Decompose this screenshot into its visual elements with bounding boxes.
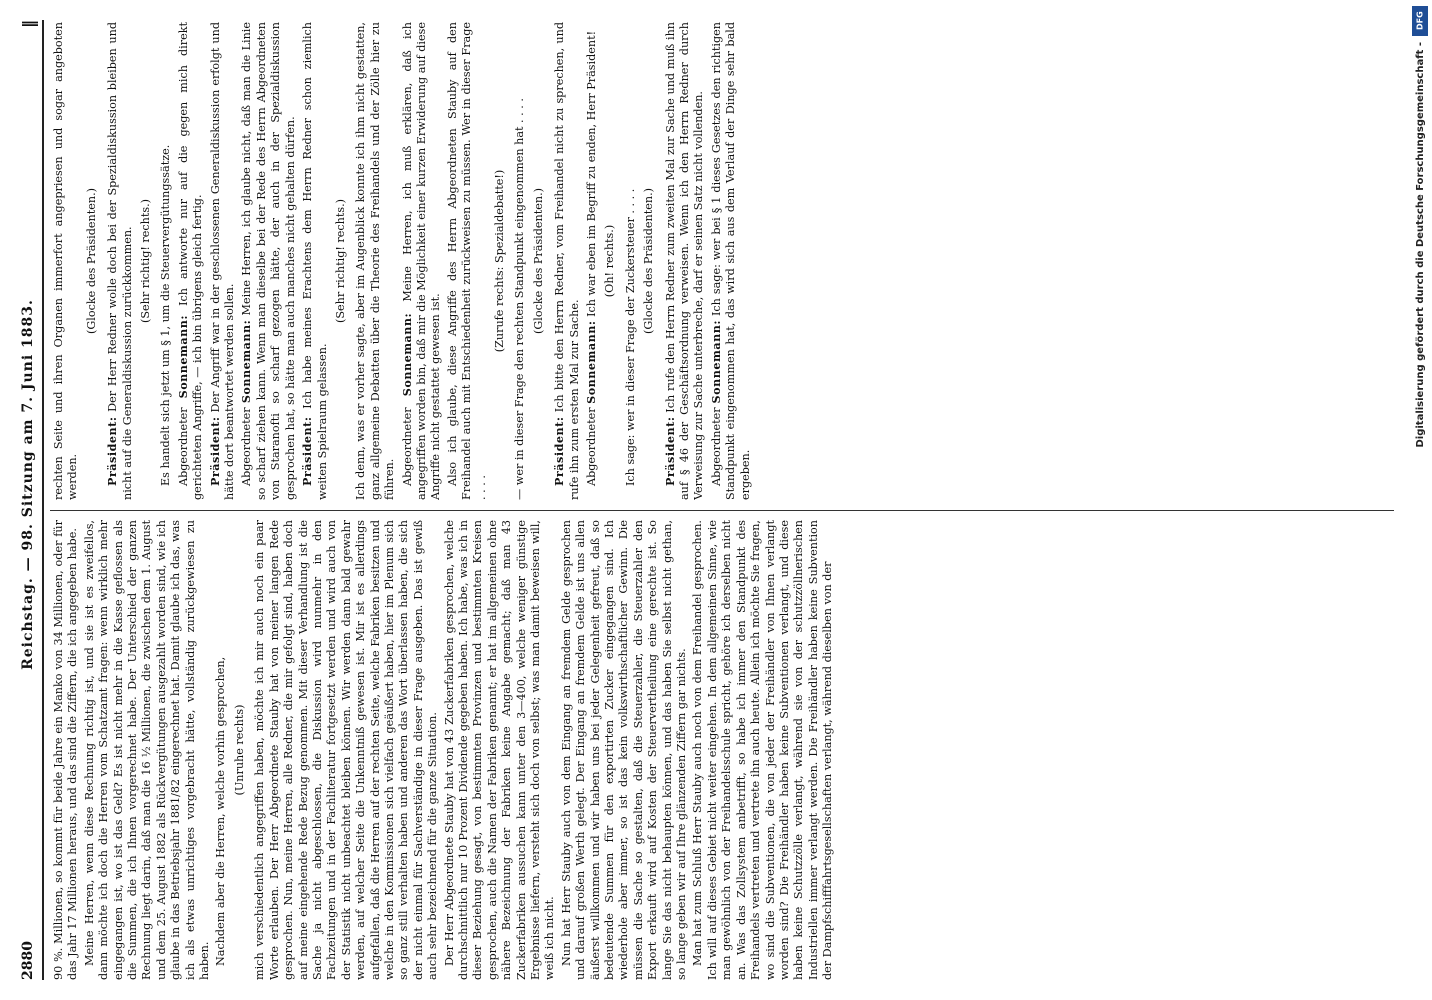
paragraph: Also ich glaube, diese Angriffe des Herrn Abgeordneten Stauby auf den Freihandel auch mit Entschiedenheit zurückweisen zu müssen. Wer in dieser Frage . . . . — [445, 22, 488, 500]
page-title: Reichstag. — 98. Sitzung am 7. Juni 1883. — [20, 299, 36, 670]
paragraph: Ich denn, was er vorher sagte, aber im Augenblick konnte ich ihm nicht gestatten, ganz allgemeine Debatten über die Theorie des Freihandels und der Zölle hier zu führen. — [354, 22, 397, 500]
speech — [300, 22, 330, 500]
speech — [176, 22, 206, 500]
page-number: 2880 — [20, 941, 36, 980]
speech — [208, 22, 238, 500]
speech — [239, 22, 298, 500]
interjection: (Glocke des Präsidenten.) — [84, 188, 98, 335]
paragraph: Nun hat Herr Stauby auch von dem Eingang an fremdem Gelde gesprochen und darauf großen Werth gelegt. Der Eingang an fremdem Gelde ist uns allen äußerst willkommen und wir haben uns bei jeder Gelegenheit gefreut, daß so bedeutende Summen für den exportirten Zucker eingegangen sind. Ich wiederhole aber immer, so ist das kein volkswirthschaftlicher Gewinn. Die müssen die Sache so gestalten, daß die Steuerzahler, die Steuerzahler den Export erkauft wird auf Kosten der Steuervertheilung eine gerechte ist. So lange Sie das nicht behaupten können, und das haben Sie selbst nicht gethan, so lange geben wir auf Ihre glänzenden Ziffern gar nichts. — [559, 520, 689, 980]
speaker-name: Sonnemann: — [399, 312, 414, 397]
speech-text: Ich sage: wer bei § 1 dieses Gesetzes den richtigen Standpunkt eingenommen hat, das wird sich aus dem Verlauf der Dinge sehr bald ergeben. — [709, 22, 752, 500]
digitization-footer — [1408, 0, 1432, 1000]
interjection: (Oh! rechts.) — [603, 224, 617, 298]
digitization-credit: Digitalisierung gefördert durch die Deutsche Forschungsgemeinschaft - — [1414, 42, 1426, 448]
speech-text: Ich habe meines Erachtens dem Herrn Redner schon ziemlich weiten Spielraum gelassen. — [301, 22, 329, 500]
speaker-name: Präsident: — [105, 416, 120, 486]
paragraph: 90 %. Millionen, so kommt für beide Jahre ein Manko von 34 Millionen, oder für das Jahr 17 Millionen heraus, und das sind die Ziffern, die ich angegeben habe. — [52, 520, 80, 980]
paragraph: Es handelt sich jetzt um § 1, um die Steuervergütungssätze. — [159, 144, 173, 486]
interjection: (Sehr richtig! rechts.) — [139, 198, 153, 324]
speaker-name: Sonnemann: — [584, 320, 598, 404]
interjection: (Glocke des Präsidenten.) — [642, 188, 656, 335]
page-header — [14, 20, 44, 980]
paragraph: Man hat zum Schluß Herr Stauby auch noch von dem Freihandel gesprochen. Ich will auf dieses Gebiet nicht weiter eingehen. In dem allgemeinen Sinne, wie man gewöhnlich von der Freihandelsschule spricht, gehöre ich derselben nicht an. Was das Zollsystem anbetrifft, so habe ich immer den Standpunkt des Freihandels vertreten und vertrete ihn auch heute. Allein ich möchte Sie fragen, wo sind die Subventionen, die von jeder der Freihändler von Ihnen verlangt worden sind? Die Freihändler haben keine Subventionen verlangt, und diese haben keine Schutzzölle verlangt, während sie von der schutzzöllnerischen Industriellen immer verlangt werden. Die Freihändler haben keine Subvention der Dampfschifffahrtsgesellschaften verlangt, während dieselben von der — [691, 520, 835, 980]
speech-text: Ich bitte den Herrn Redner, vom Freihandel nicht zu sprechen, und rufe ihn zum ersten Mal zur Sache. — [553, 22, 581, 500]
interjection: (Unruhe rechts) — [232, 704, 246, 796]
speaker-name: Präsident: — [300, 416, 315, 486]
left-column — [52, 520, 1394, 980]
speaker-prefix: Abgeordneter — [709, 407, 723, 486]
interjection: (Sehr richtig! rechts.) — [333, 198, 347, 324]
speech-text: Ich antworte nur auf die gegen mich direkt gerichteten Angriffe, — ich bin übrigens gleich fertig. — [176, 22, 205, 500]
speaker-prefix: Abgeordneter — [400, 407, 414, 486]
right-column — [52, 22, 1394, 500]
speech — [400, 22, 444, 500]
speaker-name: Sonnemann: — [708, 320, 723, 404]
speech-text: Ich rufe den Herrn Redner zum zweiten Mal zur Sache und muß ihn auf § 46 der Geschäftsordnung verweisen. Wenn ich den Herrn Redner durch Verweisung zur Sache unterbreche, darf er seinen Satz nicht vollenden. — [663, 22, 706, 500]
paragraph: rechten Seite und ihren Organen immerfort angepriesen und sogar angeboten werden. — [52, 22, 80, 500]
speaker-prefix: Abgeordneter — [176, 407, 190, 486]
interjection: (Glocke des Präsidenten.) — [531, 188, 545, 335]
speech-text: Ich war eben im Begriff zu enden, Herr Präsident! — [585, 30, 598, 317]
speaker-name: Präsident: — [207, 416, 222, 486]
speech-text: Meine Herren, ich muß erklären, daß ich angegriffen worden bin, daß mir die Möglichkeit einer kurzen Erwiderung auf diese Angriffe nicht gestattet gewesen ist. — [400, 22, 443, 500]
speaker-name: Präsident: — [552, 416, 567, 486]
speech-text: Der Herr Redner wolle doch bei der Spezialdiskussion bleiben und nicht auf die Generaldiskussion zurückkommen. — [106, 22, 134, 500]
speech — [584, 22, 599, 500]
speaker-name: Präsident: — [662, 416, 677, 486]
paragraph: Nachdem aber die Herren, welche vorhin gesprochen, — [214, 656, 228, 966]
speech — [552, 22, 582, 500]
speech — [663, 22, 707, 500]
speech — [709, 22, 753, 500]
paragraph: Der Herr Abgeordnete Stauby hat von 43 Zuckerfabriken gesprochen, welche durchschnittlich nur 10 Prozent Dividende gegeben haben. Ich habe, was ich in dieser Beziehung gesagt, von bestimmten Provinzen und bestimmten Kreisen gesprochen, auch die Namen der Fabriken genannt; er hat im allgemeinen ohne nähere Bezeichnung der Fabriken keine Angabe gemacht; daß man 43 Zuckerfabriken aussuchen kann unter den 3—400, welche weniger günstige Ergebnisse liefern, versteht sich doch von selbst; was man damit beweisen will, weiß ich nicht. — [442, 520, 557, 980]
speech-text: Der Angriff war in der geschlossenen Generaldiskussion erfolgt und hätte dort beantwortet werden sollen. — [208, 22, 237, 500]
speaker-name: Sonnemann: — [175, 314, 190, 399]
paragraph: Ich sage: wer in dieser Frage der Zuckersteuer . . . . — [623, 188, 637, 486]
paragraph: Meine Herren, wenn diese Rechnung richtig ist, und sie ist es zweifellos, dann möchte ich doch die Herren vom Schatzamt fragen: wenn wirklich mehr eingegangen ist, wo ist das Geld? Es ist nicht mehr in die Kasse geflossen als die Summen, die ich Ihnen vorgerechnet habe. Der Unterschied der ganzen Rechnung liegt darin, daß man die 16 ½ Millionen, die zwischen dem 1. August und dem 25. August 1882 als Rückvergütungen ausgezahlt worden sind, wie ich glaube in das Betriebsjahr 1881/82 eingerechnet hat. Damit glaube ich das, was ich als etwas unrichtiges vorgebracht hätte, vollständig zurückgewiesen zu haben. — [82, 520, 212, 980]
header-marks: ‖ — [18, 20, 38, 29]
speech-text: Meine Herren, ich glaube nicht, daß man die Linie so scharf ziehen kann. Wenn man dieselbe bei der Rede des Herrn Abgeordneten von Staranofti so scharf gezogen hätte, der auch in der Spezialdiskussion gesprochen hat, so hätte man auch manches nicht gehalten dürfen. — [240, 22, 297, 500]
paragraph: mich verschiedentlich angegriffen haben, möchte ich mir auch noch ein paar Worte erlauben. Der Herr Abgeordnete Stauby hat von meiner langen Rede gesprochen. Nun, meine Herren, alle Redner, die mir gefolgt sind, haben doch auf meine eingehende Rede Bezug genommen. Mit dieser Verhandlung ist die Sache ja nicht abgeschlossen, die Diskussion wird nunmehr in den Fachzeitungen und in der Fachliteratur fortgesetzt werden und wird auch von der Statistik nicht unbeachtet bleiben können. Wir werden dann bald gewahr werden, auf welcher Seite die Unkenntniß gewesen ist. Mir ist es allerdings aufgefallen, daß die Herren auf der rechten Seite, welche Fabriken besitzen und welche in den Kommissionen sich vielfach geäußert haben, hier im Plenum sich so ganz still verhalten haben und anderen das Wort überlassen haben, die sich der nicht einmal für Sachverständige in dieser Frage ausgeben. Das ist gewiß auch sehr bezeichnend für die ganze Situation. — [253, 520, 440, 980]
column-divider — [50, 510, 1394, 511]
speaker-name: Sonnemann: — [239, 319, 254, 404]
dfg-logo: DFG — [1412, 6, 1428, 36]
speaker-prefix: Abgeordneter — [240, 407, 254, 486]
paragraph: — wer in dieser Frage den rechten Standpunkt eingenommen hat . . . . — [513, 98, 527, 500]
speech — [105, 22, 135, 500]
interjection: (Zurufe rechts: Spezialdebatte!) — [492, 169, 506, 353]
speaker-prefix: Abgeordneter — [585, 407, 598, 486]
